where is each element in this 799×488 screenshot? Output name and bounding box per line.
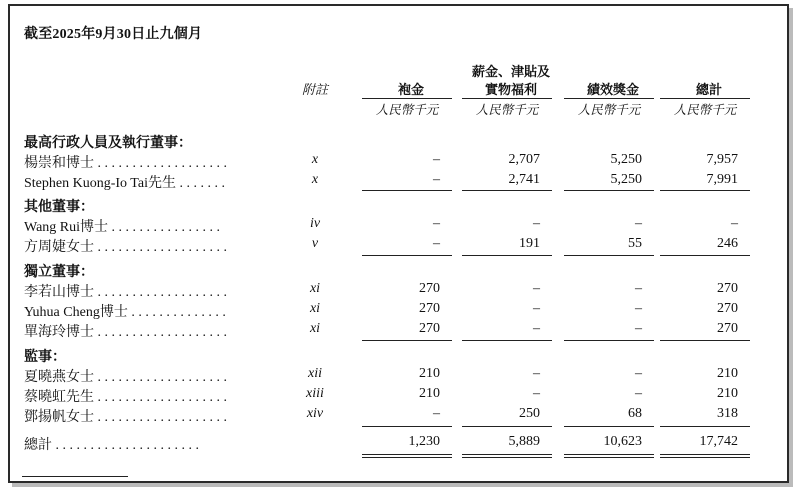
total-double-rule bbox=[462, 457, 552, 458]
table-cell: – bbox=[533, 321, 540, 336]
table-cell: 270 bbox=[419, 301, 440, 316]
subtotal-rule bbox=[362, 190, 452, 191]
table-cell: 2,741 bbox=[508, 172, 540, 187]
header-underline bbox=[660, 98, 750, 99]
table-cell: 210 bbox=[717, 366, 738, 381]
table-row-name: Yuhua Cheng博士 . . . . . . . . . . . . . . bbox=[24, 305, 226, 320]
total-double-rule bbox=[564, 457, 654, 458]
table-cell: 270 bbox=[419, 281, 440, 296]
table-row-name: Wang Rui博士 . . . . . . . . . . . . . . . . bbox=[24, 220, 221, 235]
subtotal-rule bbox=[660, 255, 750, 256]
table-row-name: 楊崇和博士 . . . . . . . . . . . . . . . . . . . bbox=[24, 156, 227, 171]
table-cell: 270 bbox=[717, 301, 738, 316]
table-cell: 7,957 bbox=[706, 152, 738, 167]
total-cell: 17,742 bbox=[699, 434, 738, 449]
table-row-note: xiv bbox=[306, 406, 324, 421]
section-heading-executive: 最高行政人員及執行董事： bbox=[24, 136, 192, 151]
total-double-rule bbox=[462, 454, 552, 455]
table-cell: 2,707 bbox=[508, 152, 540, 167]
unit-label: 人民幣千元 bbox=[577, 103, 641, 117]
table-cell: – bbox=[533, 216, 540, 231]
table-cell: – bbox=[533, 386, 540, 401]
table-cell: – bbox=[635, 281, 642, 296]
table-cell: – bbox=[533, 366, 540, 381]
table-cell: 210 bbox=[419, 366, 440, 381]
table-row-note: xi bbox=[309, 301, 321, 316]
subtotal-rule bbox=[462, 340, 552, 341]
table-row-name: 方周婕女士 . . . . . . . . . . . . . . . . . . . bbox=[24, 240, 227, 255]
header-underline bbox=[564, 98, 654, 99]
total-cell: 1,230 bbox=[408, 434, 440, 449]
table-cell: 5,250 bbox=[610, 152, 642, 167]
table-cell: – bbox=[635, 366, 642, 381]
table-cell: 55 bbox=[628, 236, 642, 251]
total-cell: 5,889 bbox=[508, 434, 540, 449]
table-cell: 246 bbox=[717, 236, 738, 251]
subtotal-rule bbox=[564, 426, 654, 427]
document-frame bbox=[8, 4, 789, 483]
total-double-rule bbox=[660, 454, 750, 455]
section-heading-other-directors: 其他董事： bbox=[24, 200, 94, 215]
section-heading-supervisors: 監事： bbox=[24, 350, 66, 365]
bonus-column-header: 績效獎金 bbox=[586, 82, 639, 97]
subtotal-rule bbox=[564, 255, 654, 256]
subtotal-rule bbox=[462, 255, 552, 256]
total-column-header: 總計 bbox=[695, 82, 722, 97]
total-double-rule bbox=[660, 457, 750, 458]
table-row-note: iv bbox=[309, 216, 321, 231]
header-underline bbox=[362, 98, 452, 99]
table-cell: 68 bbox=[628, 406, 642, 421]
table-row-note: x bbox=[311, 172, 319, 187]
table-row-name: 單海玲博士 . . . . . . . . . . . . . . . . . . . bbox=[24, 325, 227, 340]
footnote-separator bbox=[22, 476, 128, 477]
total-double-rule bbox=[362, 454, 452, 455]
subtotal-rule bbox=[564, 340, 654, 341]
table-row-note: xiii bbox=[306, 386, 324, 401]
table-title: 截至2025年9月30日止九個月 bbox=[24, 27, 203, 42]
subtotal-rule bbox=[564, 190, 654, 191]
subtotal-rule bbox=[362, 426, 452, 427]
salary-column-header-line1: 薪金、津貼及 bbox=[471, 64, 550, 79]
table-cell: – bbox=[433, 216, 440, 231]
table-cell: 210 bbox=[717, 386, 738, 401]
unit-label: 人民幣千元 bbox=[475, 103, 539, 117]
table-cell: 210 bbox=[419, 386, 440, 401]
total-cell: 10,623 bbox=[603, 434, 642, 449]
table-cell: 250 bbox=[519, 406, 540, 421]
unit-label: 人民幣千元 bbox=[375, 103, 439, 117]
table-row-name: 蔡曉虹先生 . . . . . . . . . . . . . . . . . . . bbox=[24, 390, 227, 405]
salary-column-header-line2: 實物福利 bbox=[484, 82, 537, 97]
table-cell: 318 bbox=[717, 406, 738, 421]
header-underline bbox=[462, 98, 552, 99]
table-cell: – bbox=[433, 152, 440, 167]
unit-label: 人民幣千元 bbox=[673, 103, 737, 117]
table-cell: 191 bbox=[519, 236, 540, 251]
table-cell: – bbox=[635, 321, 642, 336]
total-double-rule bbox=[564, 454, 654, 455]
table-row-name: 夏曉燕女士 . . . . . . . . . . . . . . . . . . . bbox=[24, 370, 227, 385]
table-row-note: v bbox=[311, 236, 319, 251]
table-row-name: Stephen Kuong-Io Tai先生 . . . . . . . bbox=[24, 176, 225, 191]
table-cell: 270 bbox=[717, 321, 738, 336]
subtotal-rule bbox=[660, 340, 750, 341]
table-cell: 5,250 bbox=[610, 172, 642, 187]
table-cell: – bbox=[433, 236, 440, 251]
remuneration-table-page bbox=[10, 6, 787, 481]
table-cell: – bbox=[433, 172, 440, 187]
subtotal-rule bbox=[362, 340, 452, 341]
table-cell: – bbox=[533, 301, 540, 316]
total-double-rule bbox=[362, 457, 452, 458]
subtotal-rule bbox=[660, 190, 750, 191]
subtotal-rule bbox=[660, 426, 750, 427]
table-row-note: xi bbox=[309, 281, 321, 296]
table-cell: – bbox=[635, 301, 642, 316]
table-row-note: x bbox=[311, 152, 319, 167]
table-row-note: xi bbox=[309, 321, 321, 336]
table-cell: – bbox=[635, 216, 642, 231]
section-heading-independent-directors: 獨立董事： bbox=[24, 265, 94, 280]
table-cell: – bbox=[533, 281, 540, 296]
total-row-name: 總計 . . . . . . . . . . . . . . . . . . . . . bbox=[24, 438, 199, 453]
table-cell: 270 bbox=[419, 321, 440, 336]
note-column-header: 附註 bbox=[301, 82, 328, 97]
subtotal-rule bbox=[362, 255, 452, 256]
subtotal-rule bbox=[462, 190, 552, 191]
table-row-note: xii bbox=[308, 366, 322, 381]
table-cell: – bbox=[433, 406, 440, 421]
table-cell: 7,991 bbox=[706, 172, 738, 187]
subtotal-rule bbox=[462, 426, 552, 427]
fees-column-header: 袍金 bbox=[397, 82, 424, 97]
table-cell: 270 bbox=[717, 281, 738, 296]
table-row-name: 鄧揚帆女士 . . . . . . . . . . . . . . . . . . . bbox=[24, 410, 227, 425]
table-row-name: 李若山博士 . . . . . . . . . . . . . . . . . . . bbox=[24, 285, 227, 300]
table-cell: – bbox=[731, 216, 738, 231]
table-cell: – bbox=[635, 386, 642, 401]
